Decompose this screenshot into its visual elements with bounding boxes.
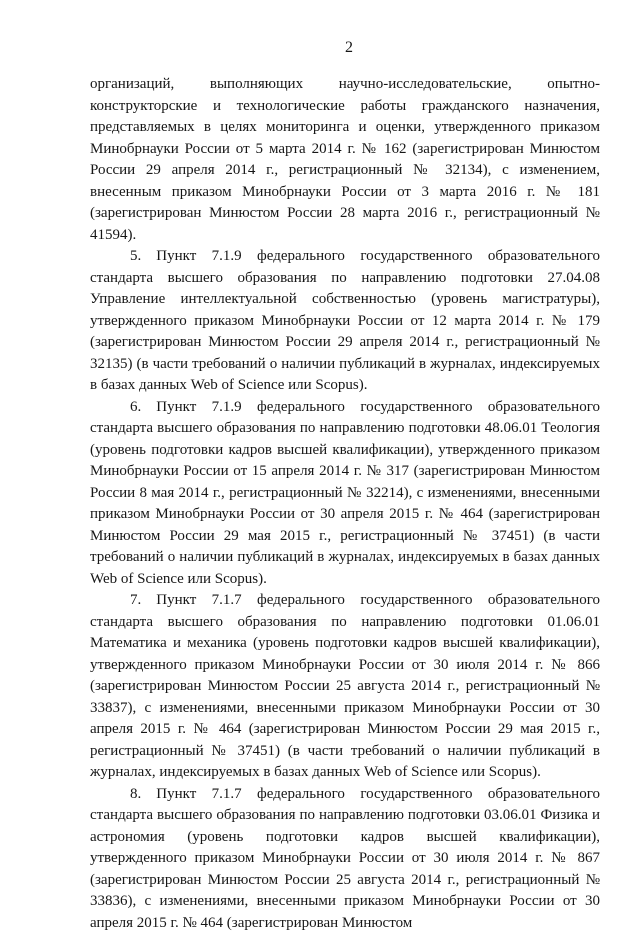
paragraph-item-6: 6. Пункт 7.1.9 федерального государственного образовательного стандарта высшего образования по направлению подготовки 48.06.01 Теология (уровень подготовки кадров высшей квалификации), утвержденного приказом Минобрнауки России от 15 апреля 2014 г. № 317 (зарегистрирован Минюстом России 8 мая 2014 г., регистрационный № 32214), с изменениями, внесенными приказом Минобрнауки России от 30 апреля 2015 г. № 464 (зарегистрирован Минюстом России 29 мая 2015 г., регистрационный № 37451) (в части требований о наличии публикаций в журналах, индексируемых в базах данных Web of Science или Scopus).	[90, 397, 600, 591]
paragraph-item-7: 7. Пункт 7.1.7 федерального государственного образовательного стандарта высшего образования по направлению подготовки 01.06.01 Математика и механика (уровень подготовки кадров высшей квалификации), утвержденного приказом Минобрнауки России от 30 июля 2014 г. № 866 (зарегистрирован Минюстом России 25 августа 2014 г., регистрационный № 33837), с изменениями, внесенными приказом Минобрнауки России от 30 апреля 2015 г. № 464 (зарегистрирован Минюстом России 29 мая 2015 г., регистрационный № 37451) (в части требований о наличии публикаций в журналах, индексируемых в базах данных Web of Science или Scopus).	[90, 590, 600, 784]
page-number: 2	[98, 38, 600, 58]
paragraph-item-5: 5. Пункт 7.1.9 федерального государственного образовательного стандарта высшего образования по направлению подготовки 27.04.08 Управление интеллектуальной собственностью (уровень магистратуры), утвержденного приказом Минобрнауки России от 12 марта 2014 г. № 179 (зарегистрирован Минюстом России 29 апреля 2014 г., регистрационный № 32135) (в части требований о наличии публикаций в журналах, индексируемых в базах данных Web of Science или Scopus).	[90, 246, 600, 397]
paragraph-continuation: организаций, выполняющих научно-исследовательские, опытно-конструкторские и технологические работы гражданского назначения, представляемых в целях мониторинга и оценки, утвержденного приказом Минобрнауки России от 5 марта 2014 г. № 162 (зарегистрирован Минюстом России 29 апреля 2014 г., регистрационный № 32134), с изменением, внесенным приказом Минобрнауки России от 3 марта 2016 г. № 181 (зарегистрирован Минюстом России 28 марта 2016 г., регистрационный № 41594).	[90, 74, 600, 246]
paragraph-item-8: 8. Пункт 7.1.7 федерального государственного образовательного стандарта высшего образования по направлению подготовки 03.06.01 Физика и астрономия (уровень подготовки кадров высшей квалификации), утвержденного приказом Минобрнауки России от 30 июля 2014 г. № 867 (зарегистрирован Минюстом России 25 августа 2014 г., регистрационный № 33836), с изменениями, внесенными приказом Минобрнауки России от 30 апреля 2015 г. № 464 (зарегистрирован Минюстом	[90, 784, 600, 934]
document-page	[90, 38, 600, 934]
